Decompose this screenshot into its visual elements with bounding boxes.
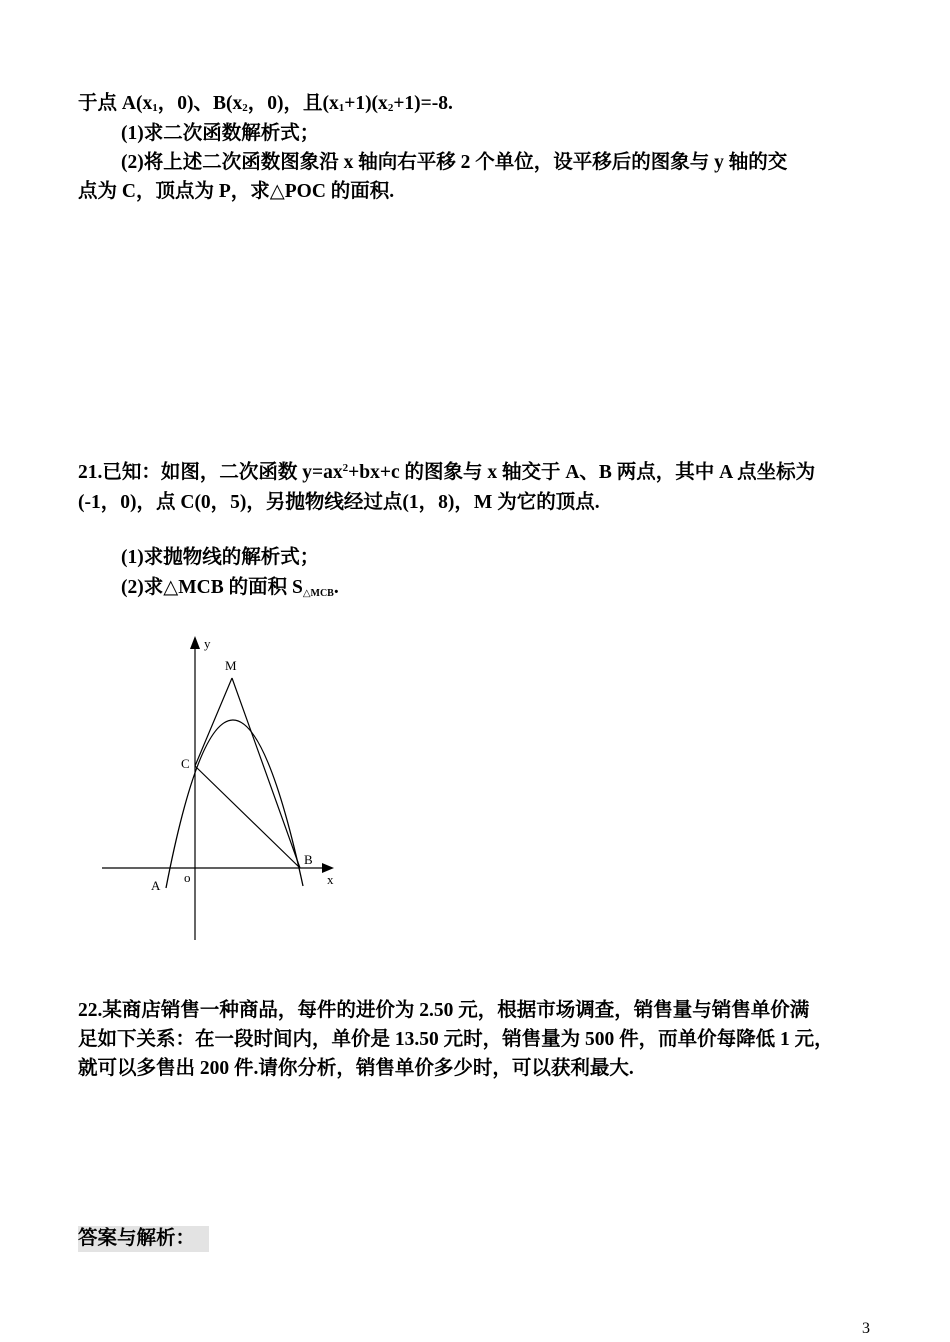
label-c: C bbox=[181, 756, 190, 771]
q22-line1: 22.某商店销售一种商品，每件的进价为 2.50 元，根据市场调查，销售量与销售单价满 bbox=[78, 1000, 810, 1021]
subscript: 2 bbox=[242, 102, 248, 114]
superscript: 2 bbox=[342, 462, 349, 474]
y-axis-arrow bbox=[190, 636, 200, 649]
q20-text: +1)(x bbox=[344, 93, 388, 114]
subscript: 1 bbox=[152, 102, 158, 114]
subscript: △MCB bbox=[302, 588, 334, 599]
q21-part1: (1)求抛物线的解析式； bbox=[121, 547, 320, 568]
q22-line2: 足如下关系：在一段时间内，单价是 13.50 元时，销售量为 500 件，而单价每降低 1 元， bbox=[78, 1029, 834, 1050]
page-number: 3 bbox=[862, 1320, 870, 1337]
label-m: M bbox=[225, 658, 237, 673]
q20-text: ，0)，且(x bbox=[247, 93, 339, 114]
label-b: B bbox=[304, 852, 313, 867]
subscript: 1 bbox=[338, 102, 345, 114]
q20-part2-line2: 点为 C，顶点为 P，求△POC 的面积. bbox=[78, 181, 395, 202]
q20-text: ，0)、B(x bbox=[157, 93, 243, 114]
q20-part2-line1: (2)将上述二次函数图象沿 x 轴向右平移 2 个单位，设平移后的图象与 y 轴的交 bbox=[121, 152, 788, 173]
label-a: A bbox=[151, 878, 161, 893]
parabola-figure bbox=[98, 628, 348, 946]
label-x: x bbox=[327, 872, 334, 887]
q21-line2: (-1，0)，点 C(0，5)，另抛物线经过点(1，8)，M 为它的顶点. bbox=[78, 492, 600, 513]
subscript: 2 bbox=[387, 102, 394, 114]
q20-text: +1)=-8. bbox=[393, 93, 453, 114]
q20-condition-line bbox=[78, 91, 453, 117]
q21-line1 bbox=[78, 460, 815, 486]
q21-text: 21.已知：如图，二次函数 y=ax bbox=[78, 462, 343, 483]
label-origin: o bbox=[184, 870, 191, 885]
q21-text: . bbox=[333, 577, 339, 598]
line-mb bbox=[232, 678, 300, 868]
q21-text: +bx+c 的图象与 x 轴交于 A、B 两点，其中 A 点坐标为 bbox=[348, 462, 816, 483]
q20-part1: (1)求二次函数解析式； bbox=[121, 123, 320, 144]
line-cb bbox=[195, 766, 300, 868]
answer-heading: 答案与解析： bbox=[78, 1226, 209, 1252]
q21-text: (2)求△MCB 的面积 S bbox=[121, 577, 303, 598]
label-y: y bbox=[204, 636, 211, 651]
q20-text: 于点 A(x bbox=[78, 93, 153, 114]
q22-line3: 就可以多售出 200 件.请你分析，销售单价多少时，可以获利最大. bbox=[78, 1058, 634, 1079]
q21-part2 bbox=[121, 575, 339, 607]
